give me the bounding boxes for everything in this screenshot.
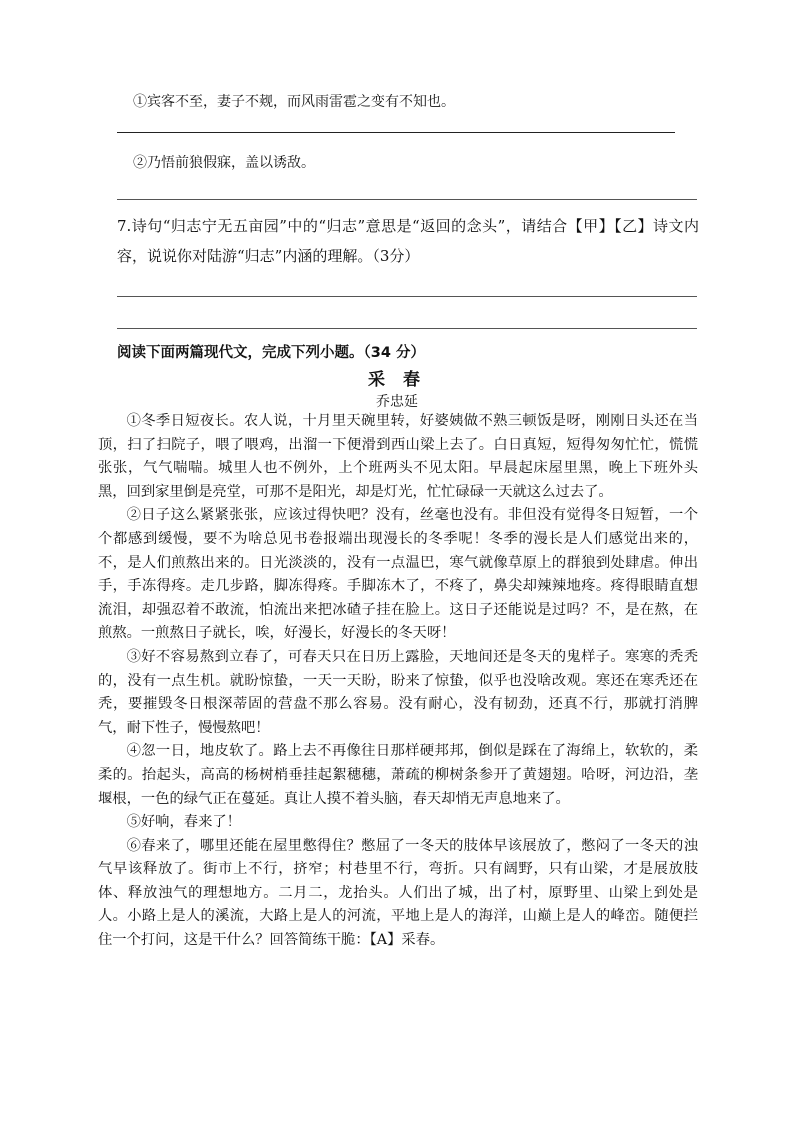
answer-line-1[interactable] (117, 132, 675, 133)
essay-paragraph-3: ③好不容易熬到立春了，可春天只在日历上露脸，天地间还是冬天的鬼样子。寒寒的秃秃的，没有一点生机。就盼惊蛰，一天一天盼，盼来了惊蛰，似乎也没啥改观。寒还在寒秃还在秃，要摧毁冬日根深蒂固的营盘不那么容易。没有耐心，没有韧劲，还真不行，那就打消脾气，耐下性子，慢慢熬吧！ (98, 648, 698, 736)
reading-section-heading: 阅读下面两篇现代文，完成下列小题。（34 分） (117, 345, 425, 361)
translation-item-2: ②乃悟前狼假寐，盖以诱敌。 (133, 155, 315, 171)
essay-paragraph-6: ⑥春来了，哪里还能在屋里憋得住？憋屈了一冬天的肢体早该展放了，憋闷了一冬天的浊气早该释放了。街市上不行，挤窄；村巷里不行，弯折。只有阔野，只有山梁，才是展放肢体、释放浊气的理想地方。二月二，龙抬头。人们出了城，出了村，原野里、山梁上到处是人。小路上是人的溪流，大路上是人的河流，平地上是人的海洋，山巅上是人的峰峦。随便拦住一个打问，这是干什么？回答简练干脆：【A】采春。 (98, 837, 698, 949)
essay-paragraph-5: ⑤好响，春来了！ (126, 814, 241, 831)
essay-paragraph-2: ②日子这么紧紧张张，应该过得快吧？没有，丝毫也没有。非但没有觉得冬日短暂，一个个都感到缓慢，要不为啥总见书卷报端出现漫长的冬季呢！冬季的漫长是人们感觉出来的，不，是人们煎熬出来的。日光淡淡的，没有一点温巴，寒气就像草原上的群狼到处肆虐。伸出手，手冻得疼。走几步路，脚冻得疼。手脚冻木了，不疼了，鼻尖却辣辣地疼。疼得眼睛直想流泪，却强忍着不敢流，怕流出来把冰碴子挂在脸上。这日子还能说是过吗？不，是在熬，在煎熬。一煎熬日子就长，唉，好漫长，好漫长的冬天呀！ (98, 507, 698, 642)
essay-paragraph-4: ④忽一日，地皮软了。路上去不再像往日那样硬邦邦，倒似是踩在了海绵上，软软的，柔柔的。抬起头，高高的杨树梢垂挂起絮穗穗，萧疏的柳树条参开了黄翅翅。哈呀，河边沿，垄堰根，一色的绿气正在蔓延。真让人摸不着头脑，春天却悄无声息地来了。 (98, 743, 698, 807)
essay-body (98, 410, 698, 953)
essay-author: 乔忠延 (376, 394, 418, 410)
answer-line-3[interactable] (117, 296, 697, 297)
translation-item-1: ①宾客不至，妻子不觌，而风雨雷雹之变有不知也。 (133, 94, 455, 110)
essay-title: 采 春 (368, 370, 426, 390)
question-7: 7.诗句“归志宁无五亩园”中的“归志”意思是“返回的念头”，请结合【甲】【乙】诗文内容，说说你对陆游“归志”内涵的理解。（3分） (117, 217, 699, 265)
essay-paragraph-1: ①冬季日短夜长。农人说，十月里天碗里转，好婆姨做不熟三顿饭是呀，刚刚日头还在当顶，扫了扫院子，喂了喂鸡，出溜一下便滑到西山梁上去了。白日真短，短得匆匆忙忙，慌慌张张，气气喘喘。城里人也不例外，上个班两头不见太阳。早晨起床屋里黑，晚上下班外头黑，回到家里倒是亮堂，可那不是阳光，却是灯光，忙忙碌碌一天就这么过去了。 (98, 413, 698, 500)
answer-line-4[interactable] (117, 328, 697, 329)
answer-line-2[interactable] (117, 199, 697, 200)
